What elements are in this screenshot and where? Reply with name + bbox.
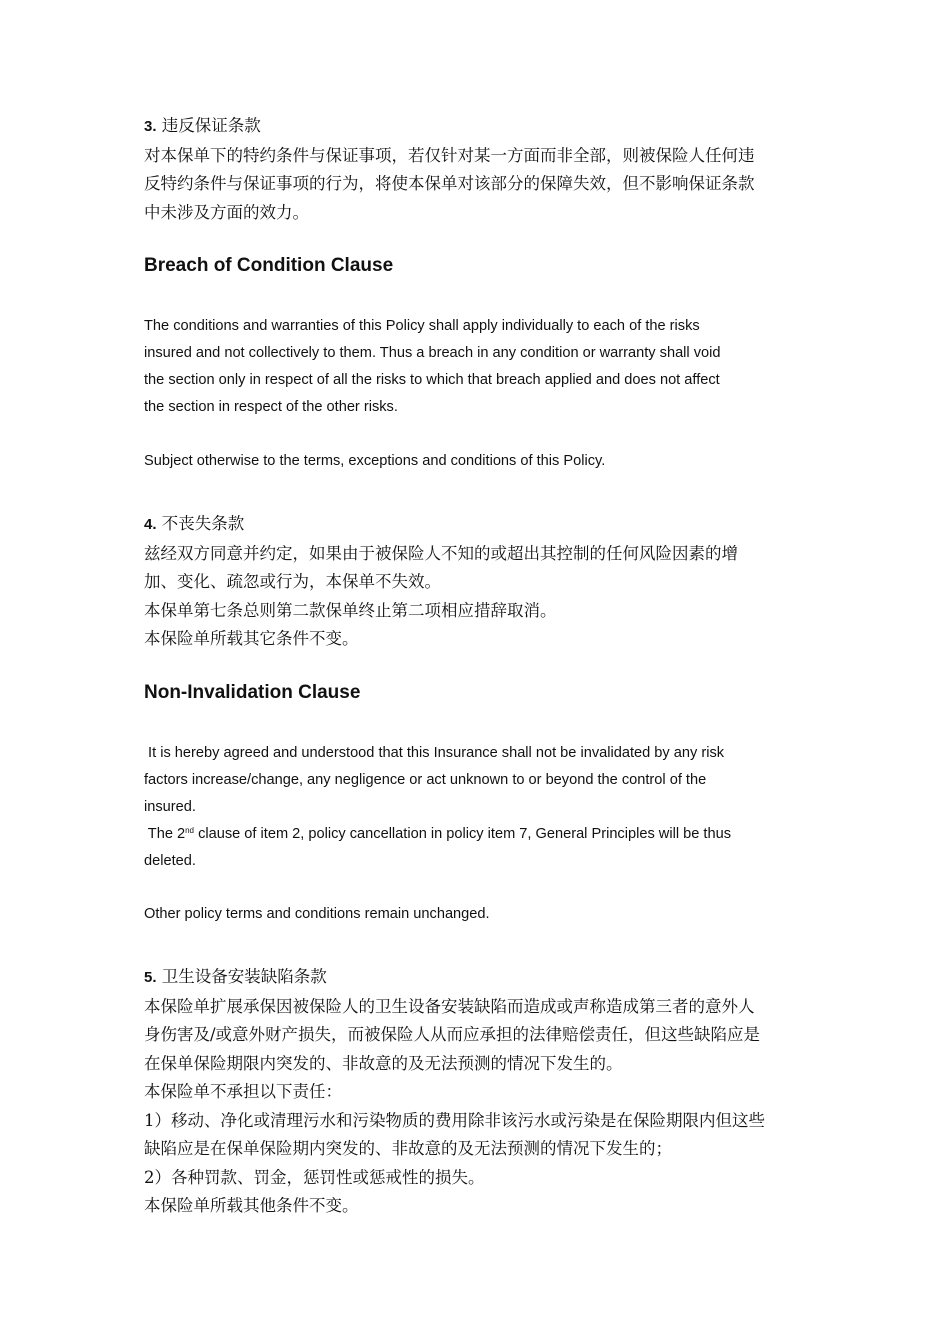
section-4 bbox=[144, 510, 738, 654]
section-4-line: 兹经双方同意并约定，如果由于被保险人不知的或超出其控制的任何风险因素的增 bbox=[144, 543, 738, 563]
section-5-line: 身伤害及/或意外财产损失，而被保险人从而应承担的法律赔偿责任，但这些缺陷应是 bbox=[144, 1025, 761, 1044]
non-invalidation-line: factors increase/change, any negligence or act unknown to or beyond the control of the bbox=[144, 772, 707, 788]
section-5-line: 本保险单不承担以下责任： bbox=[144, 1082, 342, 1101]
section-5-number: 5. bbox=[144, 969, 157, 986]
clause-text-after: clause of item 2, policy cancellation in policy item 7, General Principles will be thus bbox=[194, 826, 731, 842]
section-5 bbox=[144, 963, 765, 1221]
section-4-title: 不丧失条款 bbox=[161, 514, 245, 533]
breach-para-line: The conditions and warranties of this Policy shall apply individually to each of the risks bbox=[144, 318, 700, 334]
section-5-line: 本保险单扩展承保因被保险人的卫生设备安装缺陷而造成或声称造成第三者的意外人 bbox=[144, 996, 755, 1016]
section-3-line: 反特约条件与保证事项的行为，将使本保单对该部分的保障失效，但不影响保证条款 bbox=[144, 174, 755, 193]
breach-para-line: the section only in respect of all the risks to which that breach applied and does not affect bbox=[144, 372, 720, 388]
non-invalidation-line: deleted. bbox=[144, 853, 196, 869]
non-invalidation-line: insured. bbox=[144, 799, 196, 815]
section-3-number: 3. bbox=[144, 118, 157, 135]
section-4-heading bbox=[144, 510, 738, 540]
section-5-line: 本保险单所载其他条件不变。 bbox=[144, 1196, 359, 1215]
section-4-number: 4. bbox=[144, 516, 157, 533]
non-invalidation-line: It is hereby agreed and understood that this Insurance shall not be invalidated by any risk bbox=[144, 745, 725, 761]
section-3-title: 违反保证条款 bbox=[161, 116, 261, 135]
clause-text-before: The 2 bbox=[144, 826, 186, 842]
breach-clause-body bbox=[144, 313, 721, 421]
section-5-line: 1）移动、净化或清理污水和污染物质的费用除非该污水或污染是在保险期限内但这些 bbox=[144, 1110, 765, 1130]
breach-clause-heading: Breach of Condition Clause bbox=[144, 255, 394, 276]
section-3-line: 中未涉及方面的效力。 bbox=[144, 202, 309, 222]
non-invalidation-clause-line bbox=[144, 821, 731, 848]
section-5-title: 卫生设备安装缺陷条款 bbox=[161, 967, 327, 986]
section-5-line: 在保单保险期限内突发的、非故意的及无法预测的情况下发生的。 bbox=[144, 1053, 623, 1073]
non-invalidation-heading: Non-Invalidation Clause bbox=[144, 682, 361, 703]
section-5-line: 缺陷应是在保单保险期内突发的、非故意的及无法预测的情况下发生的； bbox=[144, 1139, 672, 1158]
non-invalidation-body bbox=[144, 740, 731, 875]
non-invalidation-closing-line: Other policy terms and conditions remain unchanged. bbox=[144, 906, 490, 922]
section-3-heading bbox=[144, 112, 755, 142]
section-5-line: 2）各种罚款、罚金，惩罚性或惩戒性的损失。 bbox=[144, 1167, 485, 1187]
section-3-line: 对本保单下的特约条件与保证事项，若仅针对某一方面而非全部，则被保险人任何违 bbox=[144, 145, 755, 165]
section-4-line: 本保单第七条总则第二款保单终止第二项相应措辞取消。 bbox=[144, 600, 557, 620]
breach-para-line: insured and not collectively to them. Thus a breach in any condition or warranty shall void bbox=[144, 345, 721, 361]
breach-subject-line: Subject otherwise to the terms, exceptions and conditions of this Policy. bbox=[144, 453, 606, 469]
section-5-heading bbox=[144, 963, 765, 993]
ordinal-suffix: nd bbox=[185, 826, 195, 835]
section-4-line: 加、变化、疏忽或行为，本保单不失效。 bbox=[144, 572, 441, 591]
section-3 bbox=[144, 112, 755, 227]
section-4-line: 本保险单所载其它条件不变。 bbox=[144, 629, 359, 648]
breach-para-line: the section in respect of the other risks. bbox=[144, 399, 398, 415]
